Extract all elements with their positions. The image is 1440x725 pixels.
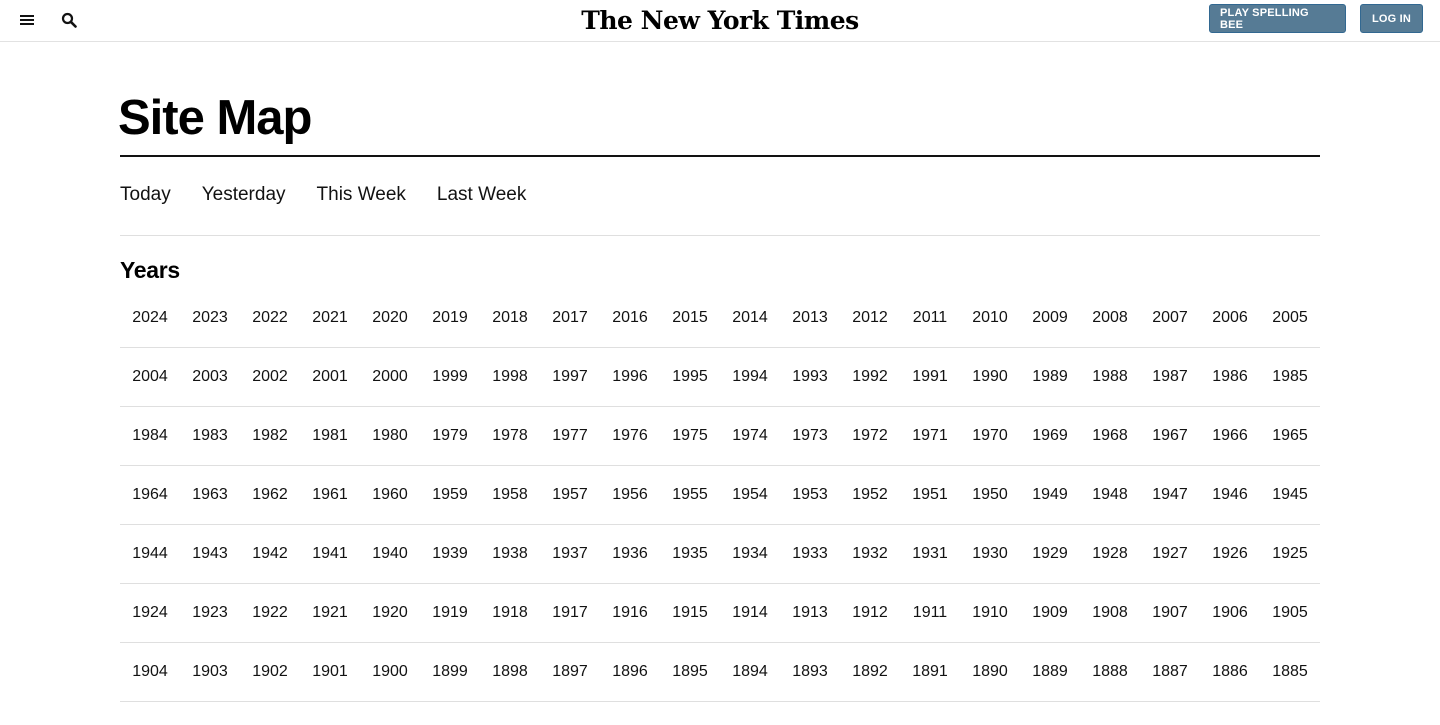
year-link[interactable]: 2012 xyxy=(852,309,888,326)
log-in-button[interactable]: LOG IN xyxy=(1360,4,1423,33)
year-link[interactable]: 1980 xyxy=(372,427,408,444)
year-link[interactable]: 1899 xyxy=(432,663,468,680)
year-link[interactable]: 1889 xyxy=(1032,663,1068,680)
hamburger-menu-icon[interactable] xyxy=(17,10,37,30)
year-link[interactable]: 1901 xyxy=(312,663,348,680)
year-link[interactable]: 1953 xyxy=(792,486,828,503)
year-link[interactable]: 1983 xyxy=(192,427,228,444)
year-link[interactable]: 2023 xyxy=(192,309,228,326)
year-link[interactable]: 1952 xyxy=(852,486,888,503)
year-link[interactable]: 1966 xyxy=(1212,427,1248,444)
year-link[interactable]: 1898 xyxy=(492,663,528,680)
year-row xyxy=(120,466,1320,525)
year-link[interactable]: 1958 xyxy=(492,486,528,503)
year-row xyxy=(120,584,1320,643)
year-link[interactable]: 1982 xyxy=(252,427,288,444)
year-link[interactable]: 1944 xyxy=(132,545,168,562)
year-link[interactable]: 1986 xyxy=(1212,368,1248,385)
year-link[interactable]: 1911 xyxy=(912,604,948,621)
year-link[interactable]: 1965 xyxy=(1272,427,1308,444)
year-link[interactable]: 2002 xyxy=(252,368,288,385)
year-link[interactable]: 1963 xyxy=(192,486,228,503)
year-link[interactable]: 1886 xyxy=(1212,663,1248,680)
year-link[interactable]: 1913 xyxy=(792,604,828,621)
page-title: Site Map xyxy=(118,91,312,145)
year-link[interactable]: 2006 xyxy=(1212,309,1248,326)
year-link[interactable]: 1959 xyxy=(432,486,468,503)
nav-divider xyxy=(120,235,1320,236)
year-row xyxy=(120,525,1320,584)
year-link[interactable]: 2024 xyxy=(132,309,168,326)
year-link[interactable]: 1991 xyxy=(912,368,948,385)
year-link[interactable]: 1934 xyxy=(732,545,768,562)
year-link[interactable]: 1945 xyxy=(1272,486,1308,503)
year-link[interactable]: 1990 xyxy=(972,368,1008,385)
year-link[interactable]: 2001 xyxy=(312,368,348,385)
year-link[interactable]: 2017 xyxy=(552,309,588,326)
year-link[interactable]: 2014 xyxy=(732,309,768,326)
year-link[interactable]: 2011 xyxy=(912,309,948,326)
year-link[interactable]: 1912 xyxy=(852,604,888,621)
year-link[interactable]: 2008 xyxy=(1092,309,1128,326)
year-link[interactable]: 1961 xyxy=(312,486,348,503)
year-link[interactable]: 1941 xyxy=(312,545,348,562)
year-link[interactable]: 1969 xyxy=(1032,427,1068,444)
year-link[interactable]: 1930 xyxy=(972,545,1008,562)
year-link[interactable]: 2015 xyxy=(672,309,708,326)
year-link[interactable]: 1973 xyxy=(792,427,828,444)
year-link[interactable]: 2007 xyxy=(1152,309,1188,326)
year-link[interactable]: 1919 xyxy=(432,604,468,621)
year-link[interactable]: 1978 xyxy=(492,427,528,444)
year-link[interactable]: 1893 xyxy=(792,663,828,680)
year-link[interactable]: 1940 xyxy=(372,545,408,562)
year-link[interactable]: 1926 xyxy=(1212,545,1248,562)
year-link[interactable]: 1928 xyxy=(1092,545,1128,562)
year-link[interactable]: 1946 xyxy=(1212,486,1248,503)
quick-nav-yesterday[interactable]: Yesterday xyxy=(201,184,286,205)
year-link[interactable]: 1979 xyxy=(432,427,468,444)
years-grid xyxy=(120,289,1320,702)
year-link[interactable]: 1976 xyxy=(612,427,648,444)
year-link[interactable]: 1922 xyxy=(252,604,288,621)
year-link[interactable]: 1975 xyxy=(672,427,708,444)
year-link[interactable]: 2020 xyxy=(372,309,408,326)
year-link[interactable]: 1929 xyxy=(1032,545,1068,562)
play-spelling-bee-button[interactable]: PLAY SPELLING BEE xyxy=(1209,4,1346,33)
year-link[interactable]: 1923 xyxy=(192,604,228,621)
year-link[interactable]: 1960 xyxy=(372,486,408,503)
year-link[interactable]: 1985 xyxy=(1272,368,1308,385)
year-link[interactable]: 1900 xyxy=(372,663,408,680)
year-link[interactable]: 1892 xyxy=(852,663,888,680)
years-heading: Years xyxy=(120,257,180,283)
year-link[interactable]: 1918 xyxy=(492,604,528,621)
year-link[interactable]: 1932 xyxy=(852,545,888,562)
year-link[interactable]: 2019 xyxy=(432,309,468,326)
year-link[interactable]: 1937 xyxy=(552,545,588,562)
year-link[interactable]: 1967 xyxy=(1152,427,1188,444)
year-link[interactable]: 1956 xyxy=(612,486,648,503)
year-link[interactable]: 1988 xyxy=(1092,368,1128,385)
year-link[interactable]: 1964 xyxy=(132,486,168,503)
year-link[interactable]: 1915 xyxy=(672,604,708,621)
year-link[interactable]: 1997 xyxy=(552,368,588,385)
quick-nav-today[interactable]: Today xyxy=(120,184,171,205)
year-link[interactable]: 1987 xyxy=(1152,368,1188,385)
top-bar xyxy=(0,0,1440,42)
year-link[interactable]: 2016 xyxy=(612,309,648,326)
year-link[interactable]: 1977 xyxy=(552,427,588,444)
year-link[interactable]: 1936 xyxy=(612,545,648,562)
year-row xyxy=(120,407,1320,466)
quick-nav-this-week[interactable]: This Week xyxy=(316,184,406,205)
year-link[interactable]: 1962 xyxy=(252,486,288,503)
year-link[interactable]: 1917 xyxy=(552,604,588,621)
year-link[interactable]: 1904 xyxy=(132,663,168,680)
year-link[interactable]: 2000 xyxy=(372,368,408,385)
year-link[interactable]: 1981 xyxy=(312,427,348,444)
year-link[interactable]: 1984 xyxy=(132,427,168,444)
year-link[interactable]: 1931 xyxy=(912,545,948,562)
year-link[interactable]: 1948 xyxy=(1092,486,1128,503)
title-divider xyxy=(120,155,1320,157)
year-link[interactable]: 1903 xyxy=(192,663,228,680)
year-link[interactable]: 1950 xyxy=(972,486,1008,503)
year-link[interactable]: 1974 xyxy=(732,427,768,444)
year-link[interactable]: 1949 xyxy=(1032,486,1068,503)
year-link[interactable]: 1916 xyxy=(612,604,648,621)
year-link[interactable]: 1920 xyxy=(372,604,408,621)
year-row xyxy=(120,643,1320,702)
year-row xyxy=(120,289,1320,348)
year-link[interactable]: 1888 xyxy=(1092,663,1128,680)
year-link[interactable]: 1999 xyxy=(432,368,468,385)
year-link[interactable]: 1925 xyxy=(1272,545,1308,562)
year-link[interactable]: 1995 xyxy=(672,368,708,385)
year-link[interactable]: 1894 xyxy=(732,663,768,680)
year-link[interactable]: 1887 xyxy=(1152,663,1188,680)
year-link[interactable]: 1921 xyxy=(312,604,348,621)
year-link[interactable]: 1905 xyxy=(1272,604,1308,621)
year-link[interactable]: 2003 xyxy=(192,368,228,385)
year-link[interactable]: 1942 xyxy=(252,545,288,562)
year-link[interactable]: 1907 xyxy=(1152,604,1188,621)
year-link[interactable]: 1909 xyxy=(1032,604,1068,621)
year-link[interactable]: 1906 xyxy=(1212,604,1248,621)
year-link[interactable]: 1957 xyxy=(552,486,588,503)
year-link[interactable]: 2013 xyxy=(792,309,828,326)
quick-nav-last-week[interactable]: Last Week xyxy=(436,184,527,205)
year-link[interactable]: 1972 xyxy=(852,427,888,444)
nyt-logo[interactable]: The New York Times xyxy=(581,6,859,35)
year-link[interactable]: 2018 xyxy=(492,309,528,326)
year-row xyxy=(120,348,1320,407)
year-link[interactable]: 1895 xyxy=(672,663,708,680)
year-link[interactable]: 2005 xyxy=(1272,309,1308,326)
year-link[interactable]: 1994 xyxy=(732,368,768,385)
year-link[interactable]: 1927 xyxy=(1152,545,1188,562)
year-link[interactable]: 1890 xyxy=(972,663,1008,680)
year-link[interactable]: 1902 xyxy=(252,663,288,680)
year-link[interactable]: 1955 xyxy=(672,486,708,503)
year-link[interactable]: 2010 xyxy=(972,309,1008,326)
year-link[interactable]: 1947 xyxy=(1152,486,1188,503)
year-link[interactable]: 1970 xyxy=(972,427,1008,444)
quick-date-nav xyxy=(120,184,557,206)
year-link[interactable]: 1939 xyxy=(432,545,468,562)
year-link[interactable]: 1968 xyxy=(1092,427,1128,444)
year-link[interactable]: 1943 xyxy=(192,545,228,562)
year-link[interactable]: 1993 xyxy=(792,368,828,385)
year-link[interactable]: 1908 xyxy=(1092,604,1128,621)
year-link[interactable]: 1896 xyxy=(612,663,648,680)
year-link[interactable]: 1914 xyxy=(732,604,768,621)
year-link[interactable]: 1885 xyxy=(1272,663,1308,680)
year-link[interactable]: 1954 xyxy=(732,486,768,503)
year-link[interactable]: 1938 xyxy=(492,545,528,562)
year-link[interactable]: 1935 xyxy=(672,545,708,562)
year-link[interactable]: 1897 xyxy=(552,663,588,680)
year-link[interactable]: 1924 xyxy=(132,604,168,621)
year-link[interactable]: 2004 xyxy=(132,368,168,385)
year-link[interactable]: 1996 xyxy=(612,368,648,385)
search-icon[interactable] xyxy=(59,10,79,30)
year-link[interactable]: 1992 xyxy=(852,368,888,385)
year-link[interactable]: 2022 xyxy=(252,309,288,326)
year-link[interactable]: 1971 xyxy=(912,427,948,444)
year-link[interactable]: 1951 xyxy=(912,486,948,503)
year-link[interactable]: 2009 xyxy=(1032,309,1068,326)
year-link[interactable]: 1933 xyxy=(792,545,828,562)
year-link[interactable]: 1998 xyxy=(492,368,528,385)
year-link[interactable]: 1989 xyxy=(1032,368,1068,385)
year-link[interactable]: 1891 xyxy=(912,663,948,680)
year-link[interactable]: 1910 xyxy=(972,604,1008,621)
year-link[interactable]: 2021 xyxy=(312,309,348,326)
